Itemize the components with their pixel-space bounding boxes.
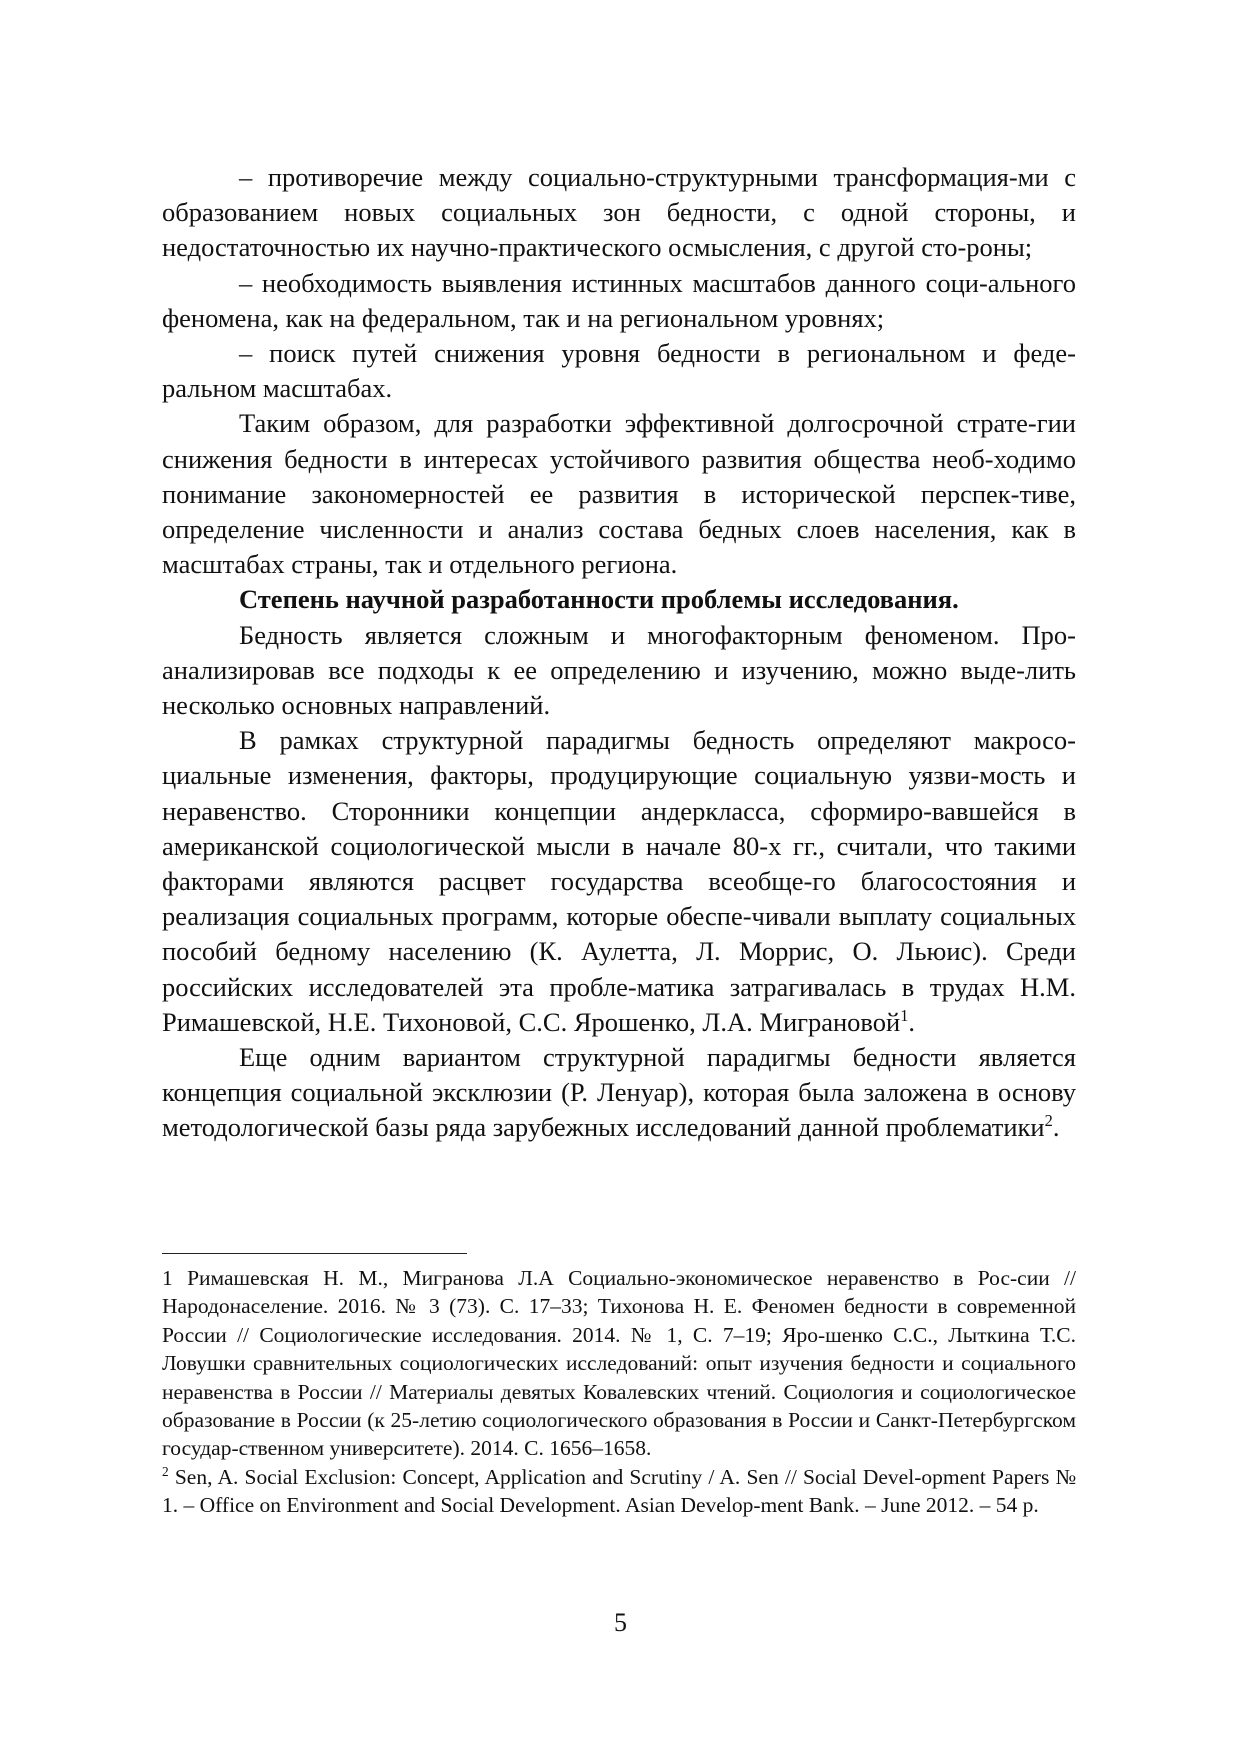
paragraph-social-exclusion: [162, 1040, 1076, 1146]
footnote-ref-1[interactable]: 1: [900, 1006, 909, 1026]
footnote-separator: [162, 1253, 467, 1254]
paragraph-structural-paradigm-text: В рамках структурной парадигмы бедность определяют макросо-циальные изменения, факторы, продуцирующие социальную уязви-мость и неравенство. Сторонники концепции андеркласса, сформиро-вавшейся в американской социологической мысли в начале 80-х гг., считали, что такими факторами являются расцвет государства всеобще-го благосостояния и реализация социальных программ, которые обеспе-чивали выплату социальных пособий бедному населению (К. Аулетта, Л. Моррис, О. Льюис). Среди российских исследователей эта пробле-матика затрагивалась в трудах Н.М. Римашевской, Н.Е. Тихоновой, С.С. Ярошенко, Л.А. Миграновой: [162, 725, 1076, 1037]
paragraph-poverty-intro: Бедность является сложным и многофакторным феноменом. Про-анализировав все подходы к ее определению и изучению, можно выде-лить несколько основных направлений.: [162, 619, 1076, 721]
footnote-ref-2[interactable]: 2: [1044, 1111, 1053, 1131]
paragraph-contradiction: – противоречие между социально-структурными трансформация-ми с образованием новых социальных зон бедности, с одной стороны, и недостаточностью их научно-практического осмысления, с другой сто-роны;: [162, 162, 1076, 263]
paragraph-necessity: – необходимость выявления истинных масштабов данного соци-ального феномена, как на федеральном, так и на региональном уровнях;: [162, 267, 1076, 333]
paragraph-social-exclusion-text: Еще одним вариантом структурной парадигмы бедности является концепция социальной эксклюзии (Р. Ленуар), которая была заложена в основу методологической базы ряда зарубежных исследований данной проблематики: [162, 1042, 1076, 1143]
page-body: [162, 160, 1076, 1146]
sentence-end: .: [908, 1006, 916, 1037]
footnote-mark: 2: [162, 1463, 169, 1479]
footnote-mark: 1: [162, 1266, 173, 1290]
footnote-text: Римашевская Н. М., Мигранова Л.А Социально-экономическое неравенство в Рос-сии // Народонаселение. 2016. № 3 (73). С. 17–33; Тихонова Н. Е. Феномен бедности в современной России // Социологические исследования. 2014. № 1, С. 7–19; Яро-шенко С.С., Лыткина Т.С. Ловушки сравнительных социологических исследований: опыт изучения бедности и социального неравенства в России // Материалы девятых Ковалевских чтений. Социология и социологическое образование в России (к 25-летию социологического образования в России и Санкт-Петербургском государ-ственном университете). 2014. С. 1656–1658.: [162, 1266, 1076, 1461]
paragraph-structural-paradigm: [162, 723, 1076, 1040]
paragraph-search-ways: – поиск путей снижения уровня бедности в региональном и феде-ральном масштабах.: [162, 338, 1076, 404]
footnotes: [162, 1264, 1076, 1520]
sentence-end: .: [1052, 1112, 1060, 1143]
section-heading: Степень научной разработанности проблемы исследования.: [239, 584, 959, 615]
footnote-2: [162, 1463, 1076, 1520]
paragraph-conclusion: Таким образом, для разработки эффективной долгосрочной страте-гии снижения бедности в интересах устойчивого развития общества необ-ходимо понимание закономерностей ее развития в исторической перспек-тиве, определение численности и анализ состава бедных слоев населения, как в масштабах страны, так и отдельного региона.: [162, 408, 1076, 580]
page-number: 5: [614, 1608, 627, 1637]
footnote-text: Sen, A. Social Exclusion: Concept, Application and Scrutiny / A. Sen // Social Devel-opment Papers № 1. – Office on Environment and Social Development. Asian Develop-ment Bank. – June 2012. – 54 p.: [162, 1464, 1077, 1518]
footnote-1: [162, 1264, 1076, 1463]
